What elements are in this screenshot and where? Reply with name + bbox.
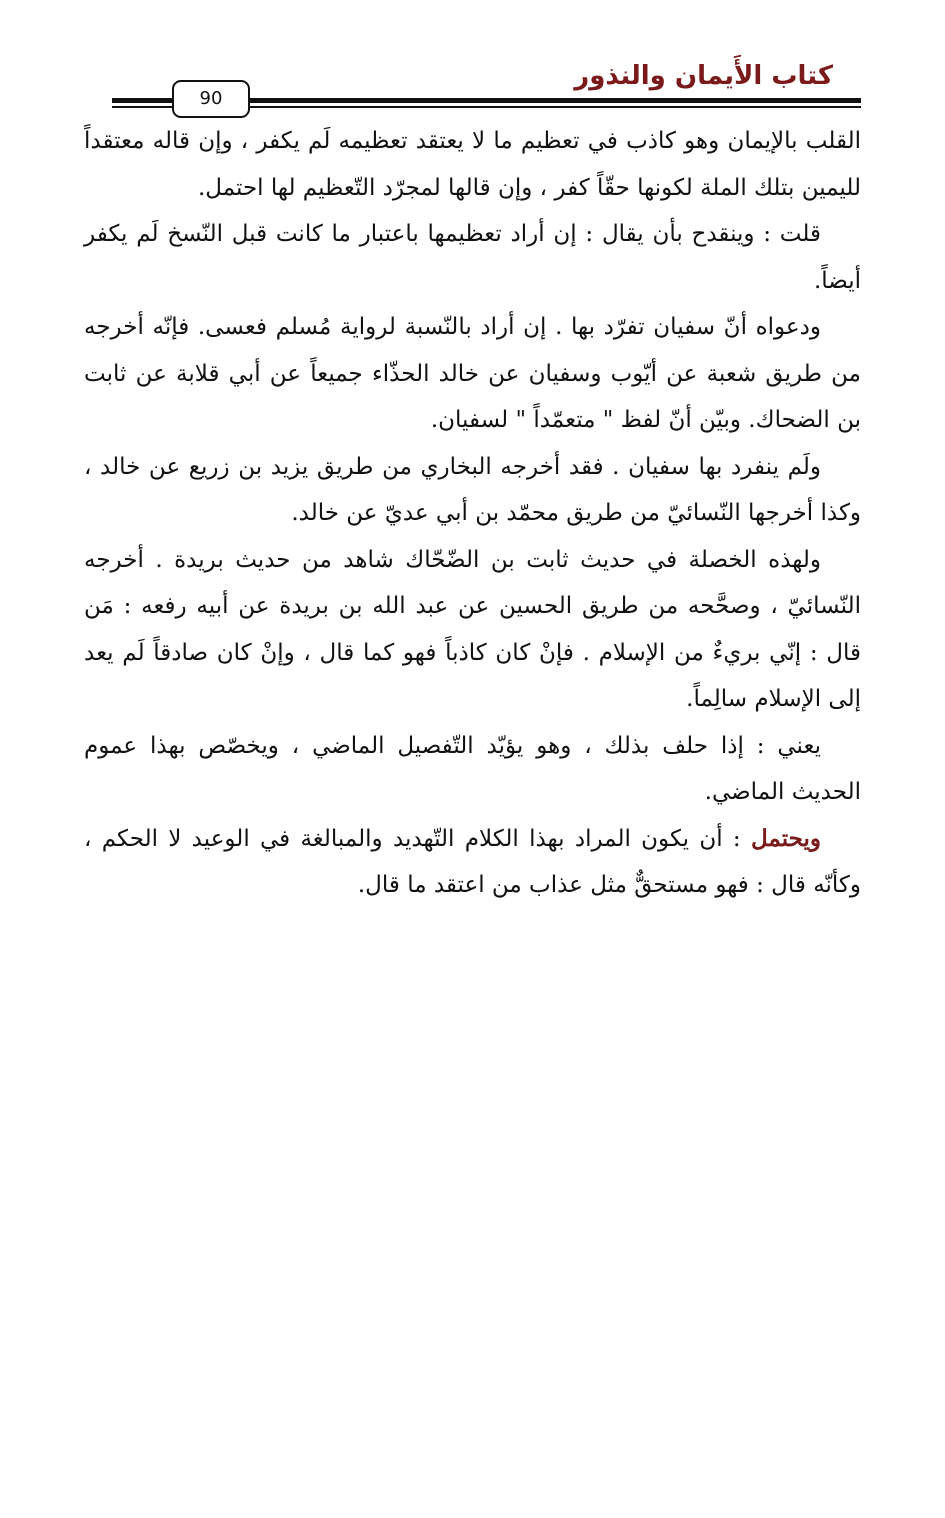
paragraph: ولهذه الخصلة في حديث ثابت بن الضّحّاك شاهد من حديث بريدة . أخرجه النّسائيّ ، وصحَّحه من طريق الحسين عن عبد الله بن بريدة عن أبيه رفعه : مَن قال : إنّي بريءٌ من الإسلام . فإنْ كان كاذباً فهو كما قال ، وإنْ كان صادقاً لَم يعد إلى الإسلام سالِماً. bbox=[84, 546, 861, 712]
paragraph: قلت : وينقدح بأن يقال : إن أراد تعظيمها باعتبار ما كانت قبل النّسخ لَم يكفر أيضاً. bbox=[84, 221, 861, 294]
book-title: كتاب الأَيمان والنذور bbox=[574, 61, 833, 91]
paragraph: ودعواه أنّ سفيان تفرّد بها . إن أراد بالنّسبة لرواية مُسلم فعسى. فإنّه أخرجه من طريق شعبة عن أيّوب وسفيان عن خالد الحذّاء جميعاً عن أبي قلابة عن ثابت بن الضحاك. وبيّن أنّ لفظ " متعمّداً " لسفيان. bbox=[84, 314, 861, 433]
paragraph-continuation: القلب بالإيمان وهو كاذب في تعظيم ما لا يعتقد تعظيمه لَم يكفر ، وإن قاله معتقداً لليمين بتلك الملة لكونها حقّاً كفر ، وإن قالها لمجرّد التّعظيم لها احتمل. bbox=[84, 128, 861, 201]
paragraph-text: : أن يكون المراد بهذا الكلام التّهديد والمبالغة في الوعيد لا الحكم ، وكأنّه قال : فهو مستحقٌّ مثل عذاب من اعتقد ما قال. bbox=[84, 825, 861, 898]
page-body bbox=[84, 118, 861, 909]
page-number: 90 bbox=[172, 80, 250, 118]
paragraph: ولَم ينفرد بها سفيان . فقد أخرجه البخاري من طريق يزيد بن زريع عن خالد ، وكذا أخرجها النّسائيّ من طريق محمّد بن أبي عديّ عن خالد. bbox=[84, 453, 861, 526]
paragraph-final bbox=[84, 816, 861, 909]
paragraph: يعني : إذا حلف بذلك ، وهو يؤيّد التّفصيل الماضي ، ويخصّص بهذا عموم الحديث الماضي. bbox=[84, 732, 861, 805]
highlighted-term: ويحتمل bbox=[750, 824, 821, 852]
